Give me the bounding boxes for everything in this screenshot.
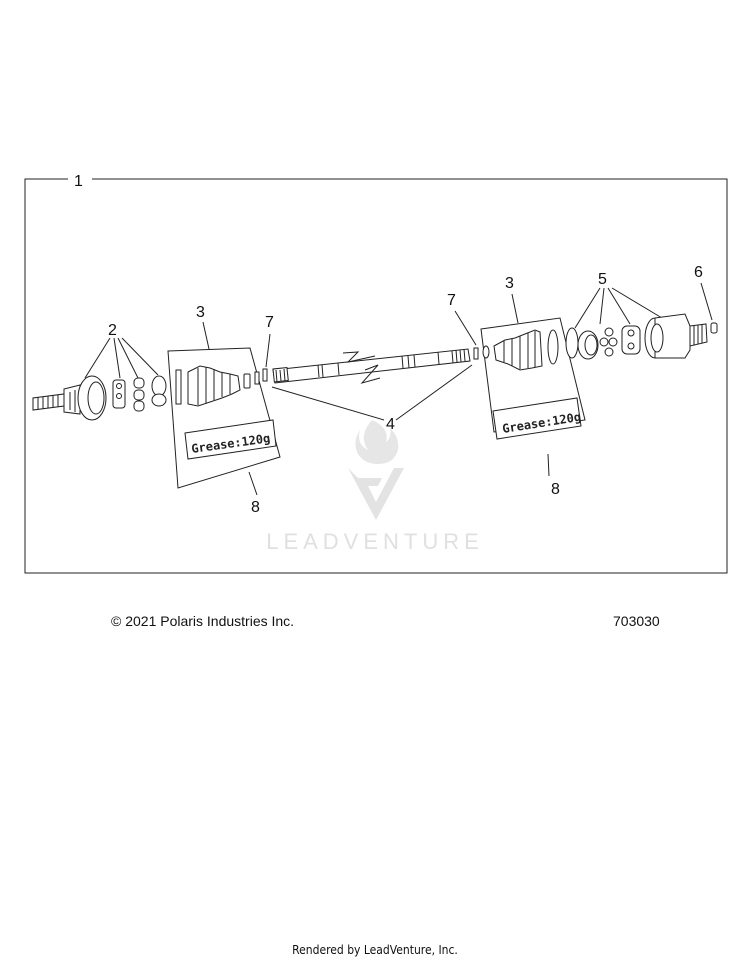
rendered-by-footer: Rendered by LeadVenture, Inc. [292, 943, 458, 957]
grease-label-right: Grease:120g [501, 409, 582, 436]
leader-3-right [512, 294, 518, 323]
grease-packet-right [493, 398, 582, 439]
callout-5: 5 [598, 271, 607, 288]
leader-6 [701, 283, 712, 320]
callout-6: 6 [694, 264, 703, 281]
callout-2: 2 [108, 322, 117, 339]
leadventure-watermark-logo [348, 420, 404, 520]
grease-packet-left [185, 420, 276, 459]
callout-1: 1 [74, 173, 83, 190]
callout-7-left: 7 [265, 314, 274, 331]
copyright-text: © 2021 Polaris Industries Inc. [111, 613, 295, 629]
leadventure-watermark: LEADVENTURE [266, 529, 484, 554]
cv-bearing-parts-right [578, 326, 640, 359]
leader-7-right [455, 311, 476, 345]
callout-8-left: 8 [251, 499, 260, 516]
leader-2 [85, 338, 158, 378]
leader-8-right [548, 454, 549, 476]
callout-3-left: 3 [196, 304, 205, 321]
inner-cv-housing-right [645, 314, 707, 358]
callout-8-right: 8 [551, 481, 560, 498]
drawing-number: 703030 [613, 613, 660, 629]
axle-shaft [273, 349, 470, 383]
callout-3-right: 3 [505, 275, 514, 292]
leader-3-left [203, 322, 209, 349]
circlip-right [474, 348, 478, 359]
grease-label-left: Grease:120g [190, 431, 272, 456]
outer-cv-joint-left [33, 376, 106, 420]
circlip-left [263, 369, 267, 381]
circlip-end-right [711, 323, 717, 333]
cv-boot-left [176, 366, 259, 406]
cv-bearing-parts-left [113, 376, 166, 411]
leader-7-left [266, 334, 270, 367]
callout-7-right: 7 [447, 292, 456, 309]
leader-8-left [249, 472, 257, 495]
callout-4: 4 [386, 416, 395, 433]
